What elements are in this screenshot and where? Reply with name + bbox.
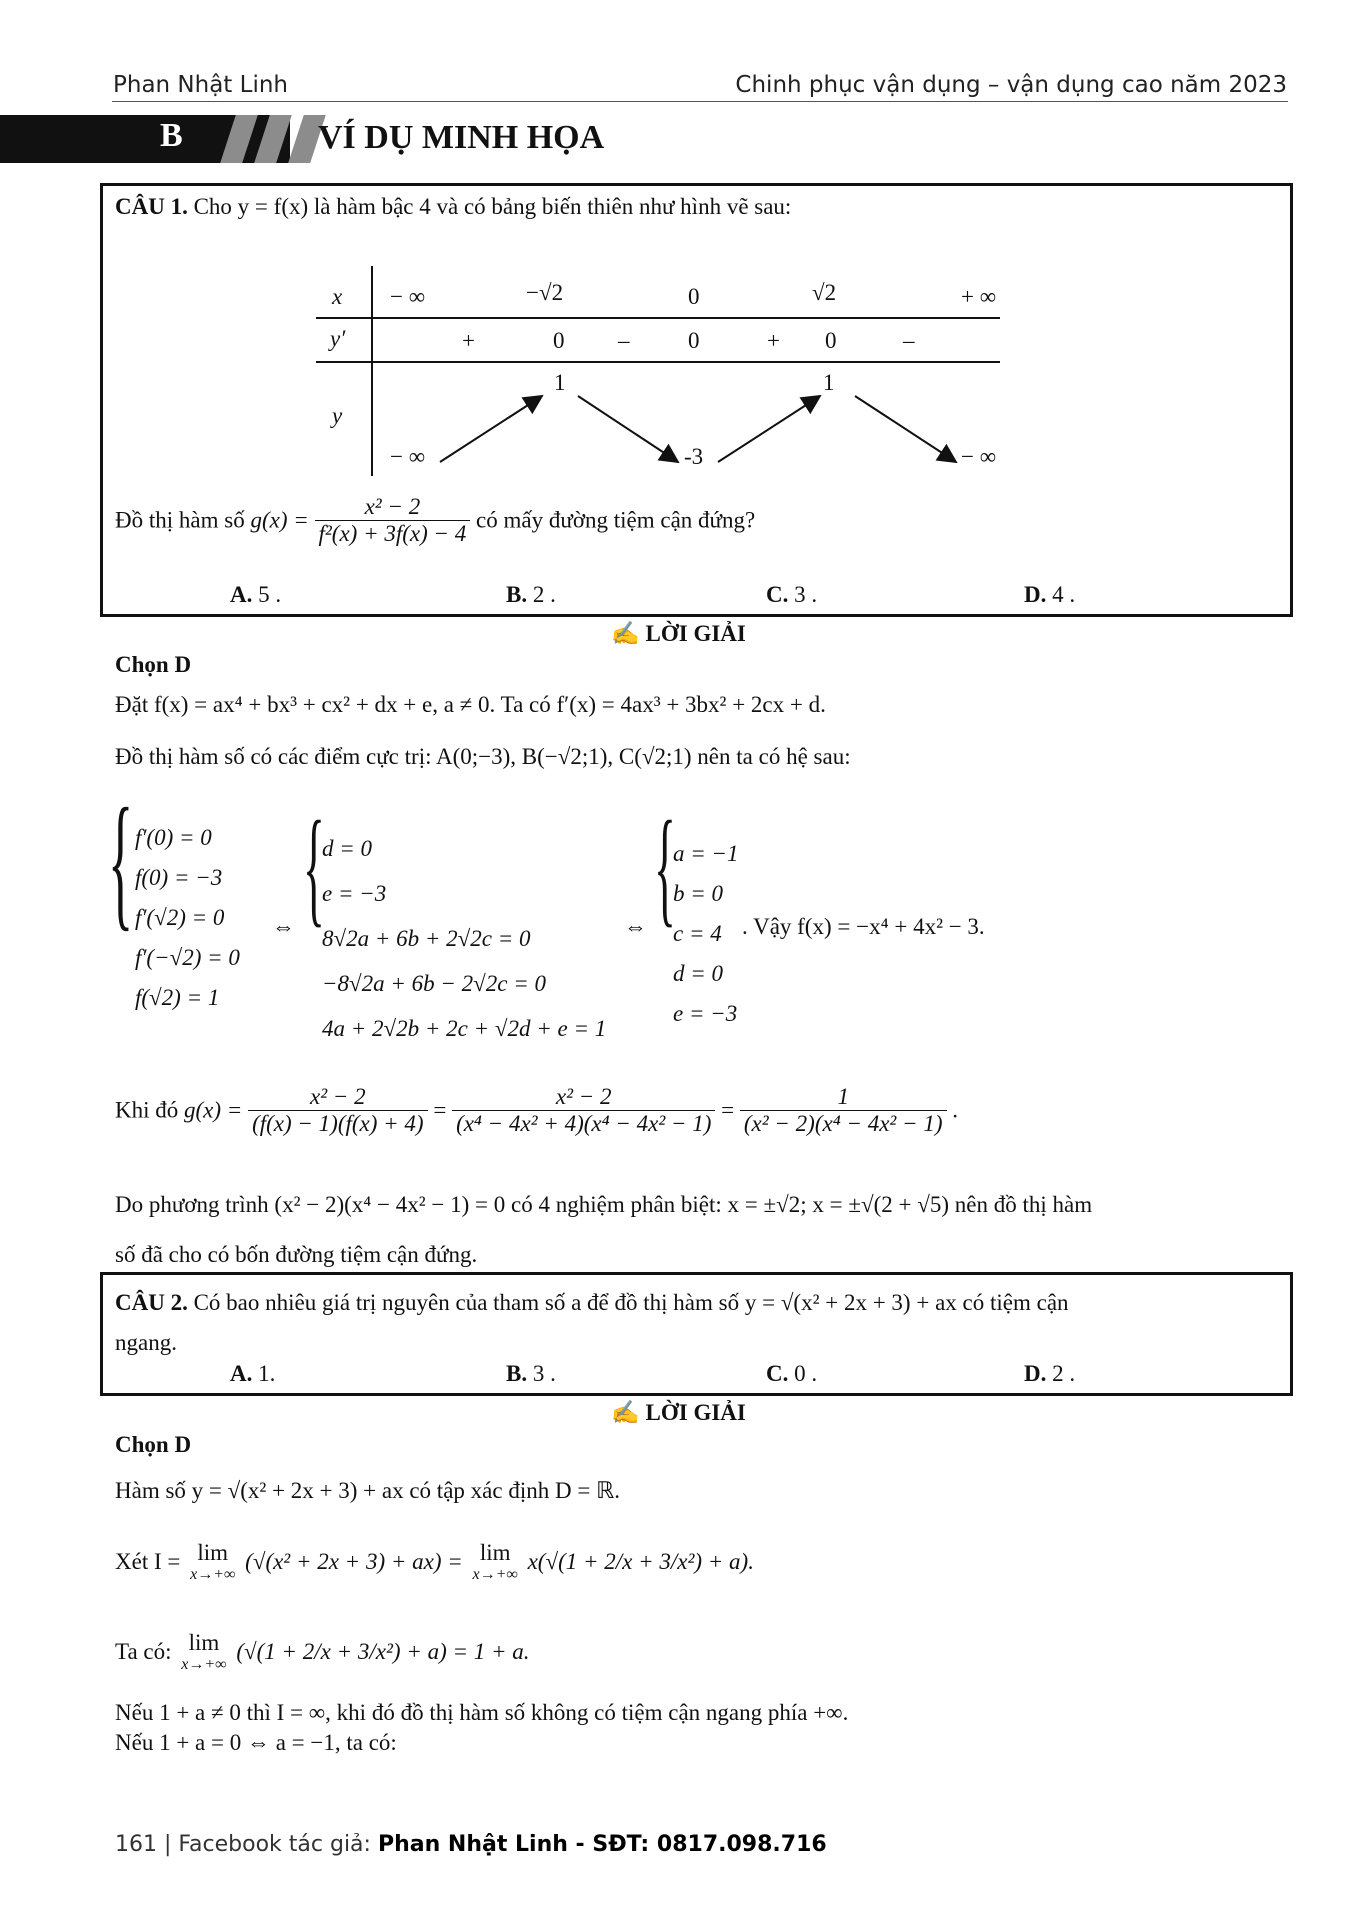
g-numerator: x² − 2 (315, 494, 471, 521)
fraction-numerator: 1 (740, 1084, 947, 1111)
system-brace: { (108, 778, 134, 944)
g-denominator: f²(x) + 3f(x) − 4 (318, 521, 467, 546)
system-3 (673, 834, 739, 1034)
answer-value: 3 . (532, 1361, 556, 1386)
header-title: Chinh phục vận dụng – vận dụng cao năm 2023 (735, 72, 1287, 98)
equals-sign: = (721, 1097, 735, 1123)
table-yprime-value: – (618, 328, 630, 353)
solution-1-line-1: Đặt f(x) = ax⁴ + bx³ + cx² + dx + e, a ≠ 0. Ta có f′(x) = 4ax³ + 3bx² + 2cx + d. (115, 692, 826, 717)
arrow-down-1 (578, 396, 678, 462)
iff-symbol: ⇔ (272, 914, 295, 939)
section-title: VÍ DỤ MINH HỌA (318, 119, 605, 156)
solution-1-line-4: Do phương trình (x² − 2)(x⁴ − 4x² − 1) = 0 có 4 nghiệm phân biệt: x = ±√2; x = ±√(2 + √5) nên đồ thị hàm (115, 1192, 1093, 1217)
arrow-up-2 (718, 396, 820, 462)
system-3-eq: c = 4 (673, 921, 722, 946)
table-yprime-value: 0 (688, 328, 700, 353)
question-1-intro (115, 194, 791, 220)
system-brace: { (303, 795, 325, 939)
answer-value: 1. (258, 1361, 276, 1386)
table-yprime-value: + (462, 328, 475, 353)
question-2-body: Có bao nhiêu giá trị nguyên của tham số a để đồ thị hàm số y = √(x² + 2x + 3) + ax có tiệm cận (193, 1290, 1069, 1315)
solution-2-choice: Chọn D (115, 1432, 192, 1457)
table-x-value: + ∞ (961, 284, 997, 309)
solution-2-xet (115, 1540, 754, 1584)
question-2-label: CÂU 2. (115, 1290, 188, 1315)
g-fraction (315, 494, 471, 547)
table-x-value: − ∞ (390, 284, 426, 309)
section-letter: B (160, 117, 183, 154)
lim-word: lim (479, 1540, 511, 1565)
solution-2-title: ✍ LỜI GIẢI (611, 1400, 746, 1425)
system-2-eq: d = 0 (322, 836, 373, 861)
system-1-eq: f′(0) = 0 (135, 825, 212, 850)
table-y-value: − ∞ (390, 444, 426, 469)
question-2-text-cont: ngang. (115, 1330, 177, 1355)
footer-separator: | (164, 1832, 172, 1857)
answer-c[interactable] (766, 582, 817, 608)
solution-1-line-5: số đã cho có bốn đường tiệm cận đứng. (115, 1242, 478, 1267)
answer-d[interactable] (1024, 582, 1075, 608)
answer-value: 5 . (258, 582, 282, 607)
lim-word: lim (188, 1630, 220, 1655)
header-author: Phan Nhật Linh (113, 72, 288, 98)
period: . (952, 1097, 959, 1123)
table-yprime-value: + (767, 328, 780, 353)
xet-rhs: x(√(1 + 2/x + 3/x²) + a). (527, 1549, 754, 1574)
lim-word: lim (197, 1540, 229, 1565)
iff-symbol: ⇔ (624, 914, 647, 939)
answer-label: C. (766, 1361, 789, 1386)
arrow-down-2 (855, 396, 956, 462)
system-2-eq: −8√2a + 6b − 2√2c = 0 (322, 971, 547, 996)
fraction-denominator: (x² − 2)(x⁴ − 4x² − 1) (743, 1111, 943, 1136)
question-1-prompt (115, 494, 755, 547)
solution-1-line-2: Đồ thị hàm số có các điểm cực trị: A(0;−3), B(−√2;1), C(√2;1) nên ta có hệ sau: (115, 744, 851, 769)
khi-do: Khi đó (115, 1097, 179, 1123)
answer-value: 3 . (794, 582, 818, 607)
system-3-eq: a = −1 (673, 841, 739, 866)
system-3-eq: d = 0 (673, 961, 724, 986)
solution-2-taco (115, 1630, 530, 1674)
answer-d[interactable] (1024, 1361, 1075, 1387)
lim-subscript: x→+∞ (190, 1566, 236, 1583)
table-yprime-value: 0 (825, 328, 837, 353)
answer-a[interactable] (230, 582, 281, 608)
system-2-eq: 4a + 2√2b + 2c + √2d + e = 1 (322, 1016, 607, 1041)
answer-label: B. (506, 1361, 528, 1386)
solution-1-conclusion: . Vậy f(x) = −x⁴ + 4x² − 3. (742, 914, 985, 939)
system-1-eq: f′(−√2) = 0 (135, 945, 240, 970)
page-number: 161 (115, 1832, 157, 1857)
table-yprime-value: 0 (553, 328, 565, 353)
g-fraction-2 (452, 1084, 715, 1137)
solution-2-line-4: Nếu 1 + a ≠ 0 thì I = ∞, khi đó đồ thị hàm số không có tiệm cận ngang phía +∞. (115, 1700, 849, 1725)
answer-label: D. (1024, 582, 1047, 607)
g-lhs: g(x) = (250, 507, 309, 533)
table-yprime-label: y′ (330, 326, 346, 351)
system-1-eq: f(√2) = 1 (135, 985, 220, 1010)
taco-expression: (√(1 + 2/x + 3/x²) + a) = 1 + a. (236, 1639, 530, 1664)
prompt-post: có mấy đường tiệm cận đứng? (476, 507, 756, 533)
footer-author[interactable]: Phan Nhật Linh - SĐT: 0817.098.716 (377, 1832, 827, 1857)
answer-c[interactable] (766, 1361, 817, 1387)
answer-value: 2 . (532, 582, 556, 607)
fraction-numerator: x² − 2 (248, 1084, 428, 1111)
answer-value: 2 . (1052, 1361, 1076, 1386)
fraction-denominator: (f(x) − 1)(f(x) + 4) (252, 1111, 424, 1136)
limit-operator (469, 1540, 522, 1584)
table-y-value: -3 (684, 444, 704, 469)
solution-2-line-5: Nếu 1 + a = 0 ⇔ a = −1, ta có: (115, 1730, 397, 1755)
system-brace: { (654, 795, 676, 939)
system-3-eq: b = 0 (673, 881, 724, 906)
fraction-numerator: x² − 2 (452, 1084, 715, 1111)
solution-1-choice: Chọn D (115, 652, 192, 677)
table-y-value: 1 (823, 370, 835, 395)
limit-operator (177, 1630, 230, 1674)
system-1-eq: f(0) = −3 (135, 865, 223, 890)
table-x-value: √2 (812, 280, 837, 305)
lim-subscript: x→+∞ (472, 1566, 518, 1583)
g-chain (115, 1084, 958, 1137)
prompt-pre: Đồ thị hàm số (115, 507, 245, 533)
g-fraction-1 (248, 1084, 428, 1137)
answer-b[interactable] (506, 1361, 556, 1387)
answer-label: A. (230, 1361, 253, 1386)
footer-label: Facebook tác giả: (178, 1832, 371, 1857)
answer-value: 0 . (794, 1361, 818, 1386)
table-y-label: y (332, 403, 343, 428)
question-2-text (115, 1290, 1069, 1316)
solution-1-title: ✍ LỜI GIẢI (611, 621, 746, 646)
g-lhs: g(x) = (184, 1097, 243, 1123)
answer-label: C. (766, 582, 789, 607)
answer-b[interactable] (506, 582, 556, 608)
answer-label: A. (230, 582, 253, 607)
system-2 (322, 826, 606, 1051)
xet-label: Xét I = (115, 1549, 181, 1574)
table-x-label: x (332, 284, 343, 309)
table-x-value: 0 (688, 284, 700, 309)
system-1 (135, 818, 240, 1018)
g-fraction-3 (740, 1084, 947, 1137)
limit-operator (186, 1540, 239, 1584)
fraction-denominator: (x⁴ − 4x² + 4)(x⁴ − 4x² − 1) (456, 1111, 712, 1136)
system-3-eq: e = −3 (673, 1001, 738, 1026)
question-1-text: Cho y = f(x) là hàm bậc 4 và có bảng biến thiên như hình vẽ sau: (193, 194, 792, 219)
equals-sign: = (433, 1097, 447, 1123)
answer-a[interactable] (230, 1361, 275, 1387)
arrow-up-1 (440, 396, 542, 462)
answer-label: D. (1024, 1361, 1047, 1386)
table-x-value: −√2 (526, 280, 564, 305)
system-2-eq: 8√2a + 6b + 2√2c = 0 (322, 926, 531, 951)
lim-subscript: x→+∞ (181, 1656, 227, 1673)
answer-label: B. (506, 582, 528, 607)
question-1-label: CÂU 1. (115, 194, 188, 219)
answer-value: 4 . (1052, 582, 1076, 607)
system-1-eq: f′(√2) = 0 (135, 905, 225, 930)
xet-middle: (√(x² + 2x + 3) + ax) = (245, 1549, 463, 1574)
table-y-value: − ∞ (961, 444, 997, 469)
footer (115, 1832, 827, 1857)
header-divider (112, 101, 1288, 102)
table-y-value: 1 (554, 370, 566, 395)
solution-2-line-1: Hàm số y = √(x² + 2x + 3) + ax có tập xác định D = ℝ. (115, 1478, 621, 1503)
system-2-eq: e = −3 (322, 881, 387, 906)
taco-label: Ta có: (115, 1639, 172, 1664)
table-yprime-value: – (903, 328, 915, 353)
